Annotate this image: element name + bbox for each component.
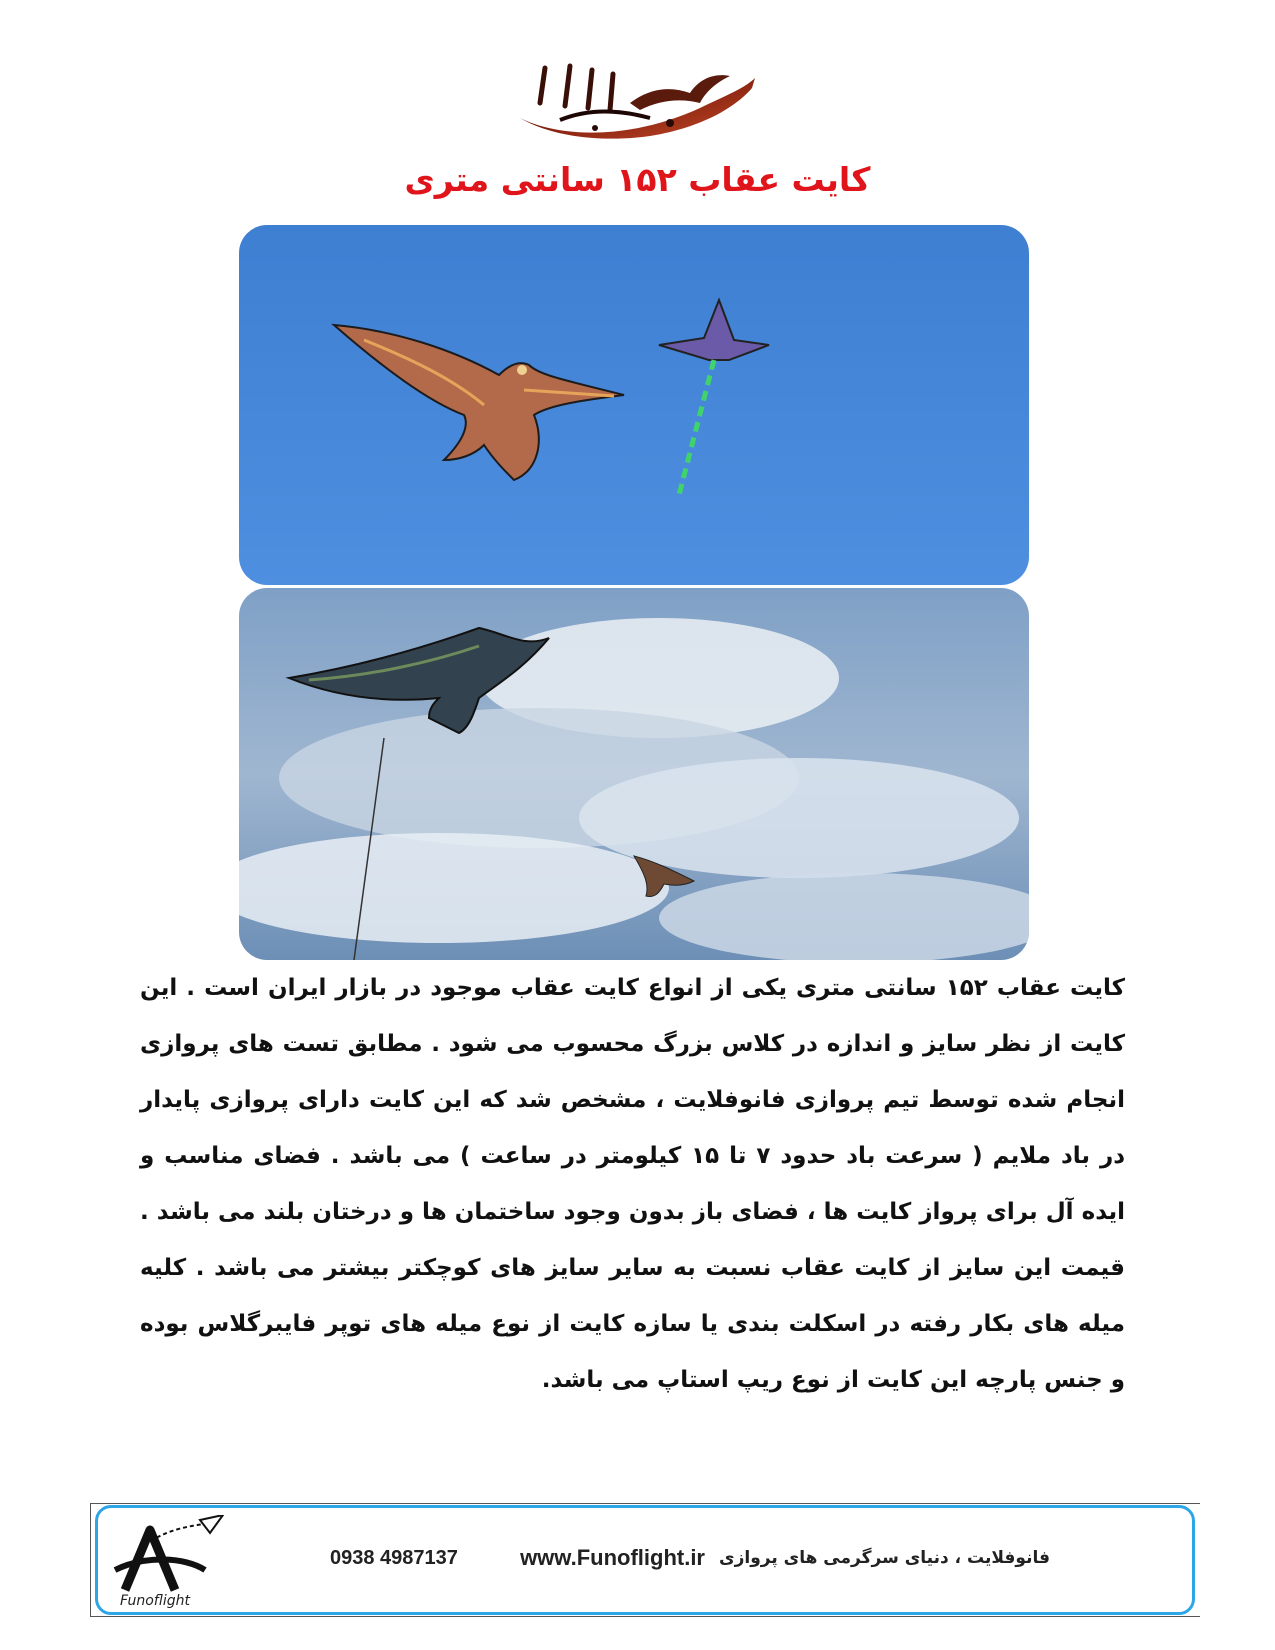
bismillah-calligraphy-icon — [500, 48, 760, 148]
website-link[interactable]: www.Funoflight.ir — [520, 1545, 705, 1570]
page-title: کایت عقاب ۱۵۲ سانتی متری — [404, 160, 871, 199]
footer-website-group — [520, 1545, 1050, 1571]
phone-number: 0938 4987137 — [330, 1546, 458, 1569]
footer-divider-left — [90, 1503, 91, 1617]
footer-tagline: فانوفلایت ، دنیای سرگرمی های پروازی — [719, 1548, 1050, 1568]
kite-photo-blue-sky — [239, 225, 1029, 585]
description-paragraph: کایت عقاب ۱۵۲ سانتی متری یکی از انواع کایت عقاب موجود در بازار ایران است . این کایت از نظر سایز و اندازه در کلاس بزرگ محسوب می شود . مطابق تست های پروازی انجام شده توسط تیم پروازی فانوفلایت ، مشخص شد که این کایت دارای پروازی پایدار در باد ملایم ( سرعت باد حدود ۷ تا ۱۵ کیلومتر در ساعت ) می باشد . فضای مناسب و ایده آل برای پرواز کایت ها ، فضای باز بدون وجود ساختمان ها و درختان بلند می باشد . قیمت این سایز از کایت عقاب نسبت به سایر سایز های کوچکتر بیشتر می باشد . کلیه میله های بکار رفته در اسکلت بندی یا سازه کایت از نوع میله های توپر فایبرگلاس بوده و جنس پارچه این کایت از نوع ریپ استاپ می باشد. — [140, 975, 1126, 1393]
logo-text: Funoflight — [120, 1593, 190, 1609]
footer-divider-top — [90, 1503, 1200, 1504]
kite-photo-cloudy-sky — [239, 588, 1029, 960]
footer-info — [330, 1545, 1050, 1571]
footer-divider-bottom — [90, 1616, 1200, 1617]
